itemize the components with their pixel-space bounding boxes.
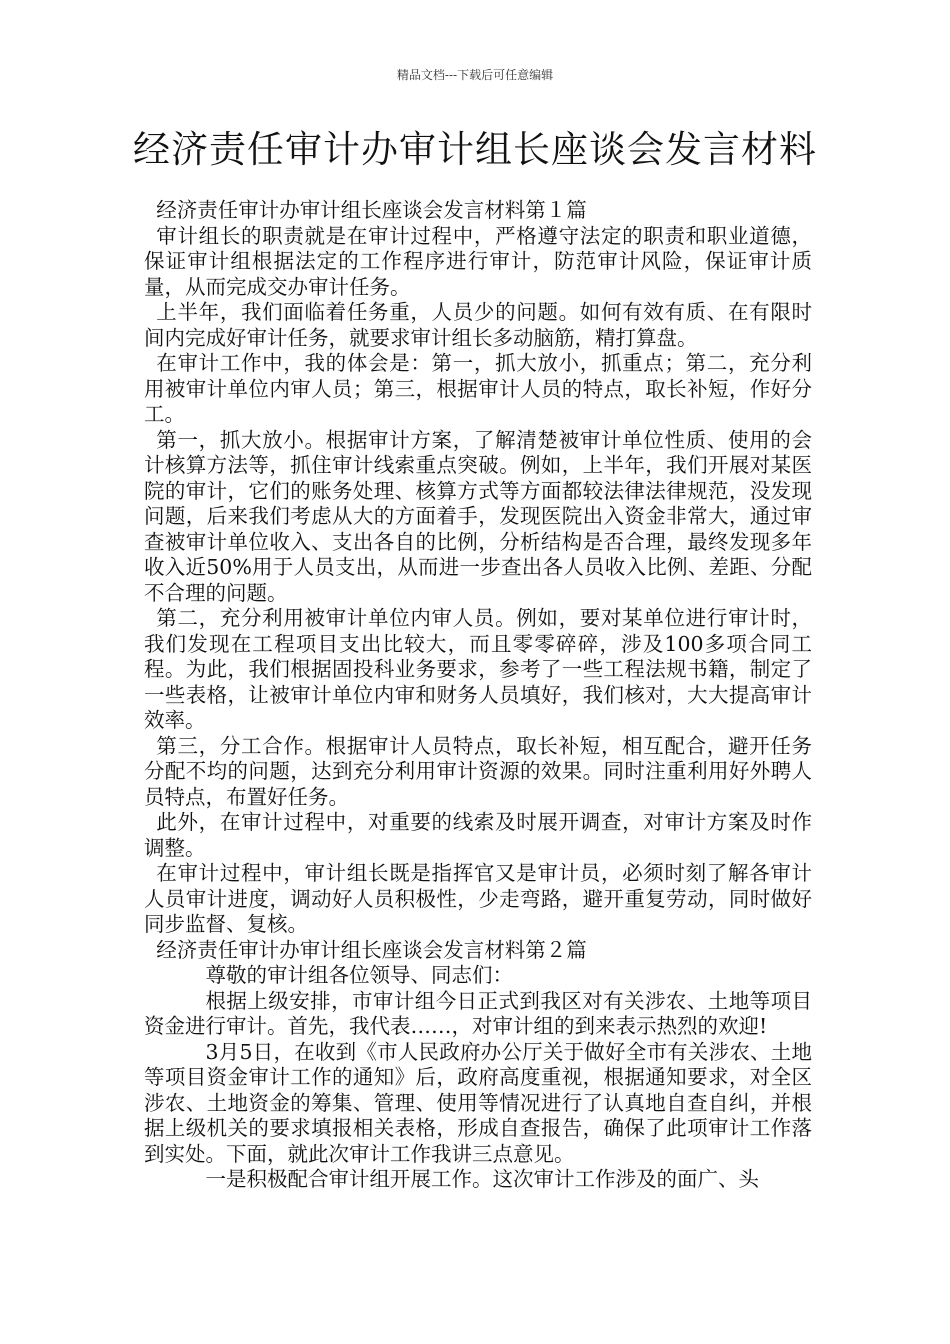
paragraph: 在审计工作中，我的体会是：第一，抓大放小，抓重点；第二，充分利用被审计单位内审人员；第三，根据审计人员的特点，取长补短，作好分工。	[144, 351, 812, 426]
salutation: 尊敬的审计组各位领导、同志们：	[205, 963, 513, 987]
section-heading-1: 经济责任审计办审计组长座谈会发言材料第１篇	[156, 198, 587, 222]
paragraph: 第三，分工合作。根据审计人员特点，取长补短，相互配合，避开任务分配不均的问题，达到充分利用审计资源的效果。同时注重利用好外聘人员特点，布置好任务。	[144, 733, 812, 809]
paragraph: 第一，抓大放小。根据审计方案，了解清楚被审计单位性质、使用的会计核算方法等，抓住审计线索重点突破。例如，上半年，我们开展对某医院的审计，它们的账务处理、核算方式等方面都较法律法律规范，没发现问题，后来我们考虑从大的方面着手，发现医院出入资金非常大，通过审查被审计单位收入、支出各自的比例，分析结构是否合理，最终发现多年收入近50%用于人员支出，从而进一步查出各人员收入比例、差距、分配不合理的问题。	[144, 427, 812, 605]
document-title: 经济责任审计办审计组长座谈会发言材料	[133, 128, 817, 171]
header-note: 精品文档---下载后可任意编辑	[396, 68, 554, 82]
paragraph: 根据上级安排，市审计组今日正式到我区对有关涉农、土地等项目资金进行审计。首先，我代表……，对审计组的到来表示热烈的欢迎!	[144, 988, 812, 1038]
paragraph: 3月5日，在收到《市人民政府办公厅关于做好全市有关涉农、土地等项目资金审计工作的通知》后，政府高度重视，根据通知要求，对全区涉农、土地资金的筹集、管理、使用等情况进行了认真地自查自纠，并根据上级机关的要求填报相关表格，形成自查报告，确保了此项审计工作落到实处。下面，就此次审计工作我讲三点意见。	[144, 1039, 812, 1166]
paragraph: 第二，充分利用被审计单位内审人员。例如，要对某单位进行审计时，我们发现在工程项目支出比较大，而且零零碎碎，涉及100多项合同工程。为此，我们根据固投科业务要求，参考了一些工程法规书籍，制定了一些表格，让被审计单位内审和财务人员填好，我们核对，大大提高审计效率。	[144, 606, 812, 732]
paragraph: 在审计过程中，审计组长既是指挥官又是审计员，必须时刻了解各审计人员审计进度，调动好人员积极性，少走弯路，避开重复劳动，同时做好同步监督、复核。	[144, 861, 812, 936]
section-heading-2: 经济责任审计办审计组长座谈会发言材料第２篇	[156, 937, 587, 962]
document-body	[144, 198, 812, 1193]
paragraph: 上半年，我们面临着任务重，人员少的问题。如何有效有质、在有限时间内完成好审计任务，就要求审计组长多动脑筋，精打算盘。	[144, 300, 812, 350]
paragraph: 审计组长的职责就是在审计过程中，严格遵守法定的职责和职业道德，保证审计组根据法定的工作程序进行审计，防范审计风险，保证审计质量，从而完成交办审计任务。	[144, 223, 812, 299]
paragraph: 一是积极配合审计组开展工作。这次审计工作涉及的面广、头	[205, 1167, 759, 1191]
paragraph: 此外，在审计过程中，对重要的线索及时展开调查，对审计方案及时作调整。	[144, 810, 812, 860]
